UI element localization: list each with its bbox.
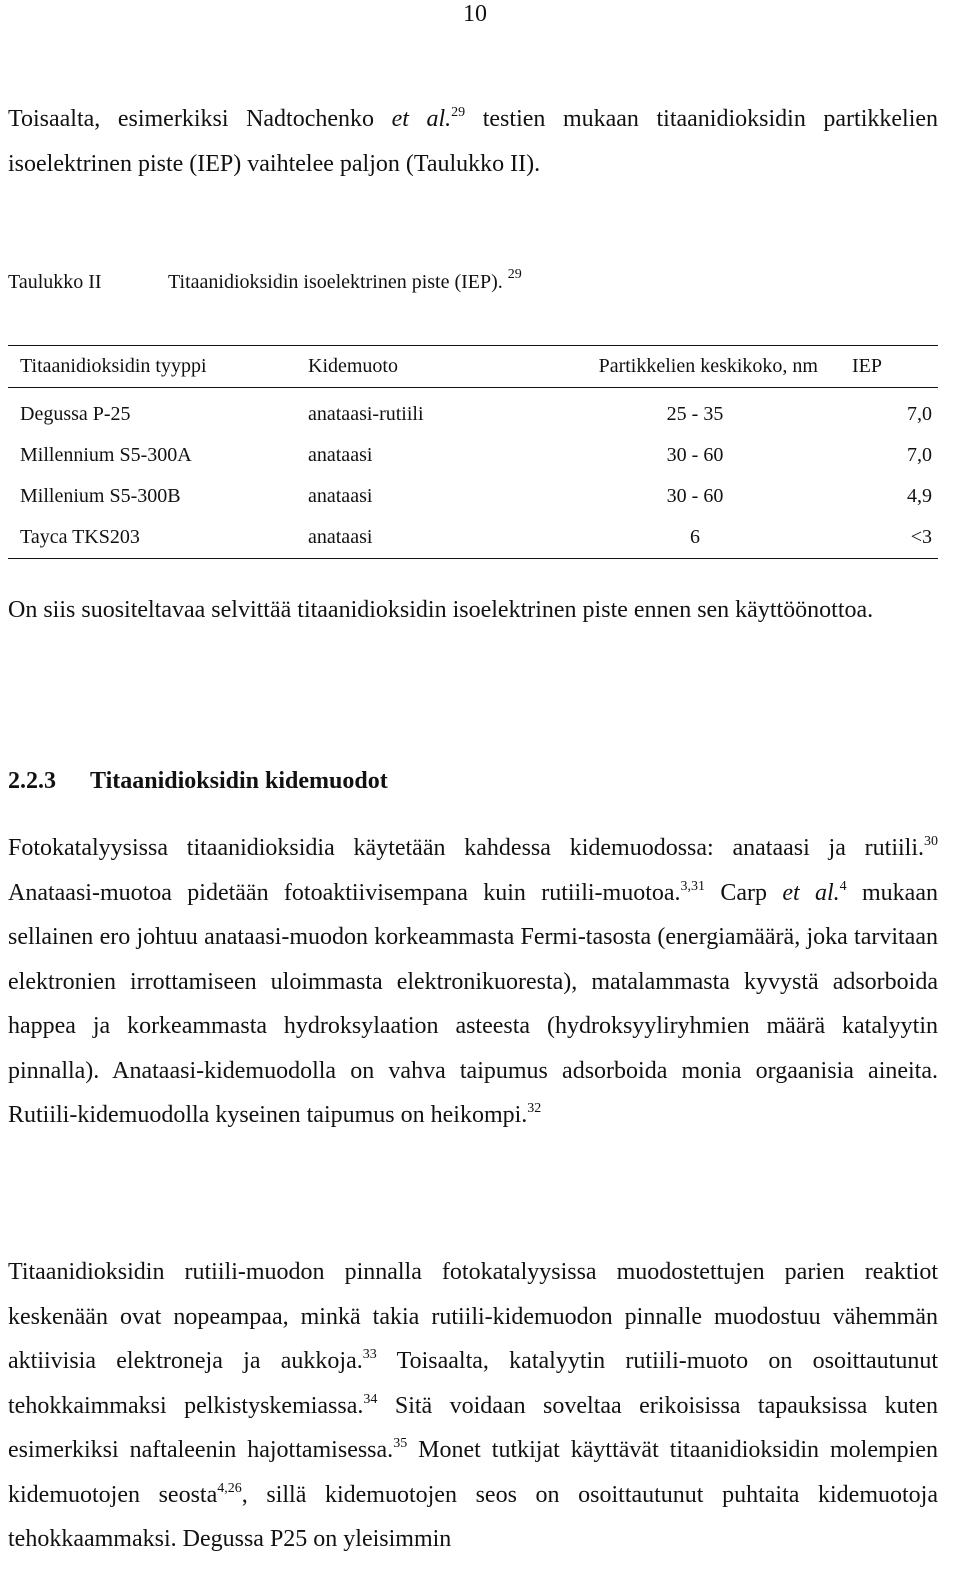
paragraph-text: Toisaalta, katalyytin rutiili-muoto on osoittautunut tehokkaimmaksi pelkistyskemiassa. [8,1348,938,1419]
table-cell: Tayca TKS203 [20,526,140,548]
iep-table [8,345,938,559]
table-cell: Millenium S5-300B [20,485,181,507]
page-number: 10 [463,1,487,27]
table-cell: anataasi [308,444,373,466]
paragraph-text: Fotokatalyysissa titaanidioksidia käytetään kahdessa kidemuodossa: anataasi ja rutiili. [8,835,924,861]
citation-ref: 35 [393,1436,408,1451]
table-cell: 4,9 [907,485,932,507]
citation-ref: 4 [839,878,847,894]
intro-paragraph [8,97,938,186]
column-header: IEP [852,355,882,377]
paragraph-text: Sitä voidaan soveltaa erikoisissa tapauksissa kuten esimerkiksi naftaleenin hajottamisessa. [8,1392,938,1463]
et-al: et al. [782,879,840,906]
paragraph-text: mukaan sellainen ero johtuu anataasi-muodon korkeammasta Fermi-tasosta (energiamäärä, joka tarvitaan elektronien irrottamiseen uloimmasta elektronikuoresta), matalammasta kyvystä adsorboida happea ja korkeammasta hydroksylaation asteesta (hydroksyyliryhmien määrä katalyytin pinnalla). Anataasi-kidemuodolla on vahva taipumus adsorboida monia orgaanisia aineita. Rutiili-kidemuodolla kyseinen taipumus on heikompi. [8,879,938,1128]
intro-text: Toisaalta, esimerkiksi Nadtochenko [8,106,392,132]
table-title: Titaanidioksidin isoelektrinen piste (IEP). [168,271,503,293]
table-row [8,476,938,517]
table-cell: Millennium S5-300A [20,444,192,466]
conclusion-paragraph: On siis suositeltavaa selvittää titaanidioksidin isoelektrinen piste ennen sen käyttöönottoa. [8,597,874,623]
citation-ref: 3,31 [680,878,706,894]
table-cell: <3 [910,526,932,548]
paragraph-text: Anataasi-muotoa pidetään fotoaktiivisempana kuin rutiili-muotoa. [8,879,681,906]
citation-ref: 33 [362,1347,377,1362]
column-header: Partikkelien keskikoko, nm [598,355,818,377]
table-row [8,435,938,476]
table-cell: 30 - 60 [666,485,724,507]
section-number: 2.2.3 [8,768,56,794]
table-row [8,517,938,559]
citation-ref: 32 [527,1101,542,1116]
table-header-row [8,346,938,388]
citation-ref: 4,26 [217,1480,242,1496]
table-cell: anataasi [308,526,373,548]
intro-text-continued: testien mukaan titaanidioksidin partikkelien isoelektrinen piste (IEP) vaihtelee paljon (Taulukko II). [8,106,939,177]
table-cell: anataasi-rutiili [308,403,424,425]
table-cell: 30 - 60 [666,444,724,466]
table-row [8,388,938,436]
citation-ref: 29 [451,105,466,120]
paragraph-text: , sillä kidemuotojen seos on osoittautunut puhtaita kidemuotoja tehokkaammaksi. Degussa P25 on yleisimmin [8,1481,938,1552]
column-header: Titaanidioksidin tyyppi [20,355,207,377]
table-cell: 25 - 35 [666,403,724,425]
rutile-paragraph [8,1250,938,1562]
paragraph-text: Titaanidioksidin rutiili-muodon pinnalla fotokatalyysissa muodostettujen parien reaktiot keskenään ovat nopeampaa, minkä takia rutiili-kidemuodon pinnalle muodostuu vähemmän aktiivisia elektroneja ja aukkoja. [8,1259,938,1374]
citation-ref: 29 [507,267,522,282]
section-title: Titaanidioksidin kidemuodot [90,768,388,794]
section-heading [8,764,388,798]
table-cell: anataasi [308,485,373,507]
column-header: Kidemuoto [308,355,398,377]
crystal-forms-paragraph [8,826,938,1138]
table-cell: 7,0 [907,444,932,466]
citation-ref: 34 [363,1391,378,1407]
table-cell: Degussa P-25 [20,403,131,425]
citation-ref: 30 [924,834,938,849]
table-label: Taulukko II [8,271,102,293]
paragraph-text: Carp [705,879,783,906]
table-caption [8,265,522,299]
table-cell: 6 [690,526,700,548]
intro-et-al: et al. [391,106,452,132]
paragraph-text: Monet tutkijat käyttävät titaanidioksidin molempien kidemuotojen seosta [8,1437,938,1508]
table-cell: 7,0 [907,403,932,425]
